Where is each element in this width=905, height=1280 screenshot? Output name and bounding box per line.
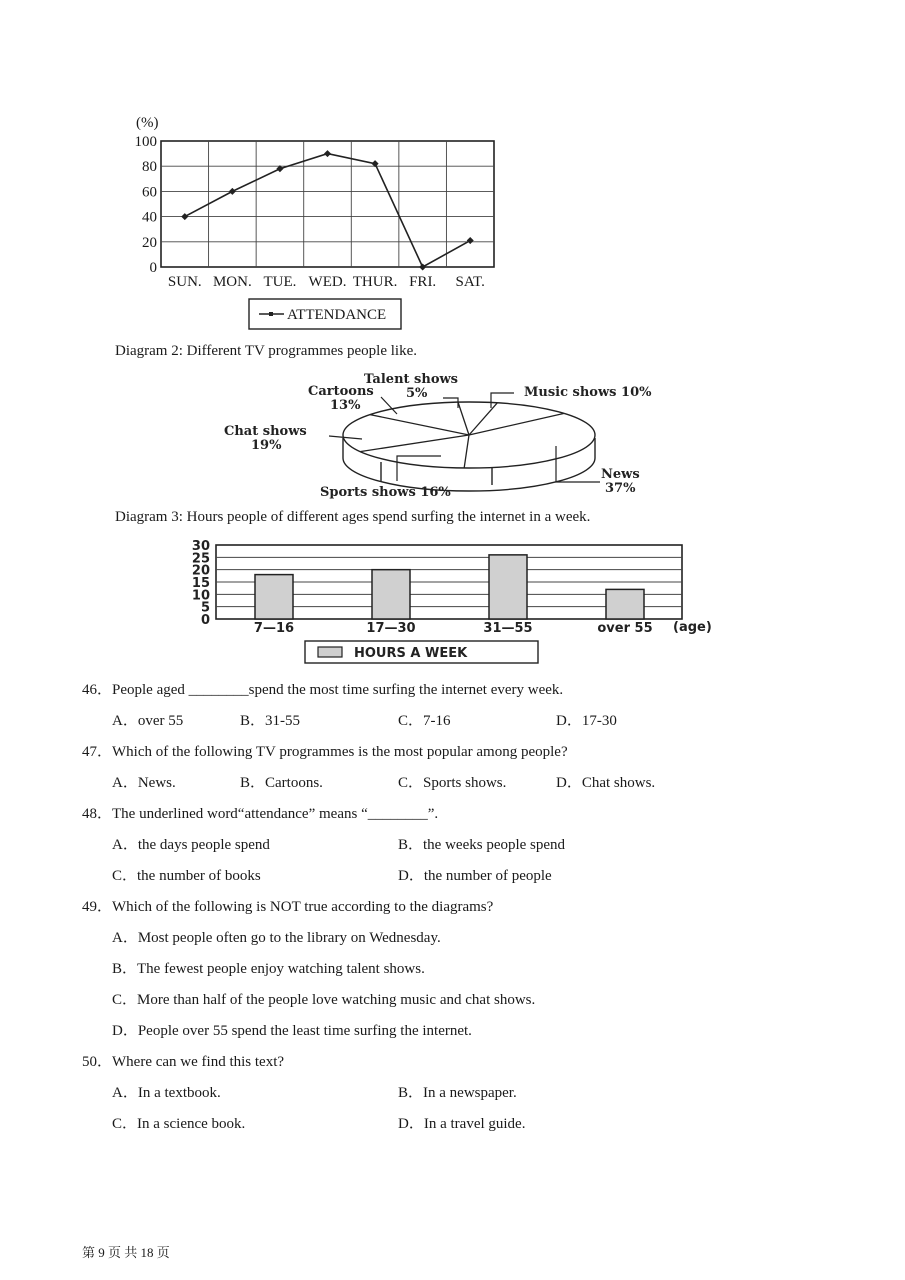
option-letter: C． bbox=[398, 775, 424, 791]
option-b bbox=[398, 833, 565, 854]
bar-legend-label: HOURS A WEEK bbox=[354, 646, 468, 661]
pie-label-music-shows: Music shows 10% bbox=[524, 385, 652, 400]
question-50 bbox=[82, 1050, 284, 1071]
option-letter: C． bbox=[112, 1116, 138, 1132]
option-c bbox=[112, 1112, 245, 1133]
option-letter: B． bbox=[398, 837, 424, 853]
option-letter: D． bbox=[398, 1116, 424, 1132]
option-text: 17-30 bbox=[581, 713, 617, 729]
option-letter: A． bbox=[112, 1085, 138, 1101]
option-d bbox=[398, 1112, 525, 1133]
question-text: Which of the following TV programmes is the most popular among people? bbox=[112, 744, 568, 760]
option-text: over 55 bbox=[137, 713, 184, 729]
option-letter: B． bbox=[112, 961, 138, 977]
option-c bbox=[398, 771, 506, 792]
bar-legend-swatch bbox=[318, 647, 342, 657]
option-letter: A． bbox=[112, 837, 138, 853]
bar-y-tick-label: 25 bbox=[191, 551, 210, 567]
line-x-tick-label: SUN. bbox=[167, 274, 202, 290]
line-y-tick-label: 60 bbox=[142, 184, 157, 201]
option-text: In a travel guide. bbox=[423, 1116, 526, 1132]
pie-value-talent-shows: 5% bbox=[406, 386, 428, 401]
line-x-tick-label: THUR. bbox=[352, 274, 398, 290]
option-text: the days people spend bbox=[137, 837, 270, 853]
bar-x-tick-label: 17—30 bbox=[366, 621, 416, 636]
option-a bbox=[112, 771, 176, 792]
line-x-tick-label: TUE. bbox=[263, 274, 297, 290]
question-number: 50． bbox=[82, 1054, 113, 1070]
bar bbox=[489, 555, 527, 619]
question-49 bbox=[82, 895, 493, 916]
option-b bbox=[398, 1081, 517, 1102]
bar bbox=[606, 589, 644, 619]
bar-x-axis-unit: (age) bbox=[673, 620, 712, 635]
option-letter: D． bbox=[556, 775, 582, 791]
option-letter: D． bbox=[556, 713, 582, 729]
bar-y-tick-label: 30 bbox=[191, 539, 210, 554]
pie-name-talent-shows: Talent shows bbox=[364, 372, 458, 387]
option-d bbox=[112, 1019, 472, 1040]
question-text: Where can we find this text? bbox=[112, 1054, 285, 1070]
option-text: More than half of the people love watching music and chat shows. bbox=[137, 992, 536, 1008]
question-number: 48． bbox=[82, 806, 113, 822]
option-text: the number of books bbox=[137, 868, 261, 884]
line-y-tick-label: 80 bbox=[142, 159, 157, 176]
option-letter: C． bbox=[398, 713, 424, 729]
pie-value-chat-shows: 19% bbox=[251, 438, 282, 453]
page-footer: 第 9 页 共 18 页 bbox=[82, 1245, 170, 1260]
question-46 bbox=[82, 678, 563, 699]
option-b bbox=[112, 957, 425, 978]
question-text: People aged ________spend the most time surfing the internet every week. bbox=[112, 682, 564, 698]
option-letter: A． bbox=[112, 930, 138, 946]
option-text: Cartoons. bbox=[265, 775, 323, 791]
line-legend-label: ATTENDANCE bbox=[287, 307, 387, 323]
question-number: 49． bbox=[82, 899, 113, 915]
line-x-tick-label: SAT. bbox=[455, 274, 485, 290]
option-a bbox=[112, 709, 183, 730]
option-letter: B． bbox=[240, 775, 266, 791]
option-letter: D． bbox=[398, 868, 424, 884]
diagram-2-caption: Diagram 2: Different TV programmes people like. bbox=[115, 343, 417, 359]
line-y-tick-label: 20 bbox=[142, 234, 157, 251]
question-text: Which of the following is NOT true according to the diagrams? bbox=[112, 899, 494, 915]
option-d bbox=[556, 709, 617, 730]
line-y-tick-label: 100 bbox=[134, 134, 157, 150]
line-x-tick-label: WED. bbox=[308, 274, 347, 290]
option-text: 31-55 bbox=[265, 713, 301, 729]
line-x-tick-label: MON. bbox=[212, 274, 252, 290]
question-48 bbox=[82, 802, 438, 823]
option-a bbox=[112, 1081, 221, 1102]
option-text: the weeks people spend bbox=[423, 837, 566, 853]
option-letter: B． bbox=[398, 1085, 424, 1101]
option-d bbox=[556, 771, 655, 792]
option-text: In a textbook. bbox=[137, 1085, 221, 1101]
line-y-tick-label: 0 bbox=[149, 260, 157, 276]
question-text: The underlined word“attendance” means “________”. bbox=[112, 806, 439, 822]
option-letter: C． bbox=[112, 992, 138, 1008]
option-text: Most people often go to the library on Wednesday. bbox=[137, 930, 441, 946]
option-letter: D． bbox=[112, 1023, 138, 1039]
option-text: 7-16 bbox=[423, 713, 451, 729]
pie-name-cartoons: Cartoons bbox=[308, 384, 374, 399]
bar-y-tick-label: 0 bbox=[200, 613, 210, 628]
line-x-tick-label: FRI. bbox=[409, 274, 437, 290]
bar bbox=[255, 575, 293, 619]
question-number: 46． bbox=[82, 682, 113, 698]
option-text: The fewest people enjoy watching talent shows. bbox=[137, 961, 425, 977]
option-text: In a newspaper. bbox=[423, 1085, 517, 1101]
option-letter: A． bbox=[112, 775, 138, 791]
option-text: Sports shows. bbox=[423, 775, 507, 791]
pie-name-news: News bbox=[601, 467, 640, 482]
option-letter: B． bbox=[240, 713, 266, 729]
question-47 bbox=[82, 740, 568, 761]
option-a bbox=[112, 926, 441, 947]
option-text: Chat shows. bbox=[581, 775, 656, 791]
option-text: People over 55 spend the least time surfing the internet. bbox=[137, 1023, 472, 1039]
bar-x-tick-label: 31—55 bbox=[483, 621, 533, 636]
option-d bbox=[398, 864, 552, 885]
question-number: 47． bbox=[82, 744, 113, 760]
pie-name-chat-shows: Chat shows bbox=[224, 424, 307, 439]
option-c bbox=[398, 709, 451, 730]
option-c bbox=[112, 864, 261, 885]
option-text: In a science book. bbox=[137, 1116, 246, 1132]
bar-x-tick-label: over 55 bbox=[597, 621, 653, 636]
bar-y-tick-label: 20 bbox=[191, 563, 210, 579]
bar-x-tick-label: 7—16 bbox=[253, 621, 295, 636]
bar bbox=[372, 570, 410, 619]
y-axis-unit-label: (%) bbox=[136, 115, 159, 131]
option-text: News. bbox=[137, 775, 176, 791]
bar-y-tick-label: 10 bbox=[191, 588, 210, 604]
bar-y-tick-label: 5 bbox=[200, 600, 210, 616]
option-b bbox=[240, 771, 323, 792]
option-text: the number of people bbox=[423, 868, 552, 884]
option-letter: A． bbox=[112, 713, 138, 729]
pie-label-sports-shows: Sports shows 16% bbox=[320, 485, 451, 500]
line-y-tick-label: 40 bbox=[142, 209, 157, 226]
diagram-3-caption: Diagram 3: Hours people of different ages spend surfing the internet in a week. bbox=[115, 509, 591, 525]
pie-value-news: 37% bbox=[605, 481, 636, 496]
option-c bbox=[112, 988, 535, 1009]
pie-value-cartoons: 13% bbox=[330, 398, 361, 413]
option-b bbox=[240, 709, 300, 730]
option-letter: C． bbox=[112, 868, 138, 884]
bar-y-tick-label: 15 bbox=[191, 576, 210, 591]
option-a bbox=[112, 833, 270, 854]
